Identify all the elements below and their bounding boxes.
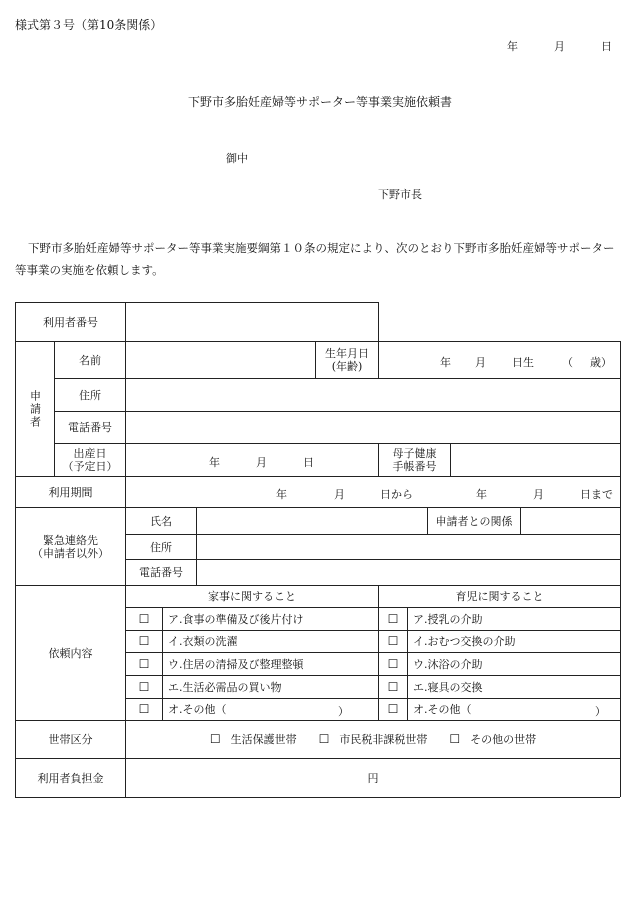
household-option-2: 市民税非課税世帯 <box>339 733 428 746</box>
age-open-paren: （ <box>562 356 573 369</box>
childcare-checkbox-2[interactable]: ☐ <box>387 634 399 648</box>
date-day-label: 日 <box>601 40 612 53</box>
housework-checkbox-4[interactable]: ☐ <box>138 679 150 694</box>
housework-other-close: ） <box>338 705 349 718</box>
burden-unit: 円 <box>367 771 379 785</box>
housework-checkbox-2[interactable]: ☐ <box>138 634 150 648</box>
birth-label-cell <box>316 342 378 378</box>
childcare-checkbox-5[interactable]: ☐ <box>387 702 399 716</box>
burden-field[interactable] <box>126 759 620 797</box>
period-from-day: 日から <box>380 488 413 501</box>
household-checkbox-1[interactable]: ☐ <box>209 732 221 746</box>
emergency-relation-label: 申請者との関係 <box>435 514 513 528</box>
childcare-checkbox-3[interactable]: ☐ <box>387 656 399 671</box>
mch-label-cell <box>379 444 450 476</box>
due-date-field[interactable] <box>126 444 378 476</box>
household-checkbox-2[interactable]: ☐ <box>318 732 330 746</box>
due-year-unit: 年 <box>209 456 220 469</box>
applicant-label: 申請者 <box>28 389 42 429</box>
household-options <box>126 721 620 758</box>
birth-day-unit: 日生 <box>512 356 534 369</box>
housework-header: 家事に関すること <box>208 590 296 603</box>
birth-year-unit: 年 <box>440 356 451 369</box>
emergency-name-label: 氏名 <box>150 514 172 528</box>
emergency-phone-label: 電話番号 <box>139 566 183 579</box>
due-day-unit: 日 <box>303 456 314 469</box>
childcare-checkbox-1[interactable]: ☐ <box>387 611 399 626</box>
period-from-year: 年 <box>276 488 287 501</box>
household-option-1: 生活保護世帯 <box>230 733 297 746</box>
due-label-line1: 出産日 <box>73 447 107 460</box>
emergency-relation-field[interactable] <box>521 508 620 534</box>
burden-label: 利用者負担金 <box>37 771 104 785</box>
due-label-line2: （予定日） <box>62 460 118 473</box>
period-from-month: 月 <box>334 488 345 501</box>
user-number-field[interactable] <box>126 303 378 341</box>
due-month-unit: 月 <box>256 456 267 469</box>
period-to-year: 年 <box>476 488 487 501</box>
due-date-label-cell <box>55 444 125 476</box>
housework-item-1: ア.食事の準備及び後片付け <box>168 612 304 626</box>
housework-item-5: オ.その他（ <box>168 703 227 716</box>
emergency-label-cell <box>16 508 125 585</box>
document-title: 下野市多胎妊産婦等サポーター等事業実施依頼書 <box>188 95 453 109</box>
housework-checkbox-5[interactable]: ☐ <box>138 702 150 716</box>
body-text: 下野市多胎妊産婦等サポーター等事業実施要綱第１０条の規定により、次のとおり下野市多胎妊産婦等サポーター等事業の実施を依頼します。 <box>15 241 615 277</box>
phone-label: 電話番号 <box>68 421 112 434</box>
household-option-3: その他の世帯 <box>470 733 537 746</box>
childcare-item-3: ウ.沐浴の介助 <box>413 657 483 671</box>
request-label: 依頼内容 <box>48 646 93 660</box>
period-field[interactable] <box>126 477 620 507</box>
sender: 下野市長 <box>378 188 422 201</box>
date-month-label: 月 <box>554 40 565 53</box>
household-checkbox-3[interactable]: ☐ <box>449 732 461 746</box>
childcare-other-close: ） <box>595 705 606 718</box>
period-to-day: 日まで <box>580 488 613 501</box>
housework-item-3: ウ.住居の清掃及び整理整頓 <box>168 657 304 671</box>
mch-label-line2: 手帳番号 <box>392 460 437 473</box>
birth-label-line2: (年齢) <box>331 360 363 373</box>
date-year-label: 年 <box>507 40 518 53</box>
recipient: 御中 <box>226 152 248 165</box>
housework-checkbox-3[interactable]: ☐ <box>138 656 150 671</box>
emergency-label-line2: （申請者以外） <box>32 546 109 560</box>
user-number-label: 利用者番号 <box>43 315 98 329</box>
phone-field[interactable] <box>126 412 620 443</box>
mch-number-field[interactable] <box>451 444 620 476</box>
applicant-label-cell <box>16 342 54 476</box>
age-close-unit: 歳） <box>590 356 612 369</box>
name-field[interactable] <box>126 342 315 378</box>
housework-item-2: イ.衣類の洗濯 <box>168 635 238 648</box>
birth-label-line1: 生年月日 <box>325 347 369 360</box>
period-to-month: 月 <box>533 488 544 501</box>
mch-label-line1: 母子健康 <box>392 447 437 460</box>
childcare-checkbox-4[interactable]: ☐ <box>387 679 399 694</box>
name-label: 名前 <box>79 353 101 367</box>
childcare-item-5: オ.その他（ <box>413 703 472 716</box>
childcare-item-1: ア.授乳の介助 <box>413 612 483 626</box>
emergency-address-label: 住所 <box>150 540 172 554</box>
childcare-item-2: イ.おむつ交換の介助 <box>413 635 516 648</box>
birth-date-field[interactable] <box>379 342 620 378</box>
emergency-address-field[interactable] <box>197 535 620 559</box>
housework-item-4: エ.生活必需品の買い物 <box>168 680 282 694</box>
emergency-phone-field[interactable] <box>197 560 620 585</box>
form-number: 様式第３号（第10条関係） <box>15 18 163 32</box>
emergency-name-field[interactable] <box>197 508 427 534</box>
emergency-label-line1: 緊急連絡先 <box>43 533 98 547</box>
birth-month-unit: 月 <box>475 356 486 369</box>
childcare-item-4: エ.寝具の交換 <box>413 680 483 694</box>
address-label: 住所 <box>79 388 101 402</box>
period-label: 利用期間 <box>48 485 93 499</box>
address-field[interactable] <box>126 379 620 411</box>
housework-checkbox-1[interactable]: ☐ <box>138 611 150 626</box>
household-label: 世帯区分 <box>48 733 93 746</box>
childcare-header: 育児に関すること <box>455 590 544 603</box>
